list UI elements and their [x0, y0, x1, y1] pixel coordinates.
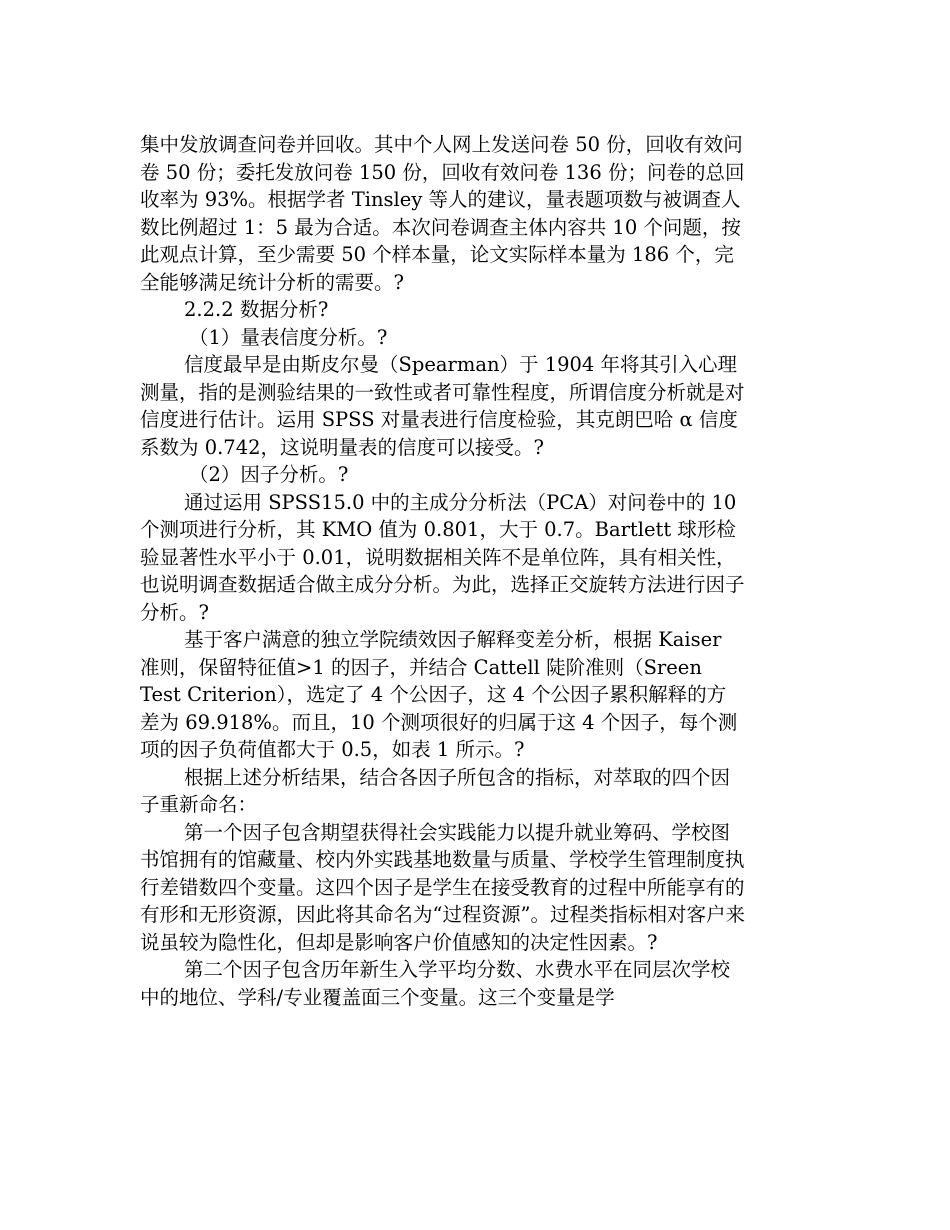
paragraph-second-factor: 第二个因子包含历年新生入学平均分数、水费水平在同层次学校中的地位、学科/专业覆盖面三个变量。这三个变量是学	[140, 958, 731, 1009]
paragraph-survey-collection: 集中发放调查问卷并回收。其中个人网上发送问卷 50 份，回收有效问卷 50 份；委托发放问卷 150 份，回收有效问卷 136 份；问卷的总回收率为 93%。根据学者 Tinsley 等人的建议，量表题项数与被调查人数比例超过 1：5 最为合适。本次问卷调查主体内容共 10 个问题，按此观点计算，至少需要 50 个样本量，论文实际样本量为 186 个，完全能够满足统计分析的需要。?	[140, 133, 745, 294]
subheading-factor-analysis: （2）因子分析。?	[189, 463, 349, 486]
paragraph-pca-kmo: 通过运用 SPSS15.0 中的主成分分析法（PCA）对问卷中的 10 个测项进行分析，其 KMO 值为 0.801，大于 0.7。Bartlett 球形检验显著性水平小于 0.01，说明数据相关阵不是单位阵，具有相关性，也说明调查数据适合做主成分分析。为此，选择正交旋转方法进行因子分析。?	[140, 490, 745, 624]
paragraph-factor-extraction: 基于客户满意的独立学院绩效因子解释变差分析，根据 Kaiser 准则，保留特征值>1 的因子，并结合 Cattell 陡阶准则（Sreen Test Criterion），选定了 4 个公因子，这 4 个公因子累积解释的方差为 69.918%。而且，10 个测项很好的归属于这 4 个因子，每个测项的因子负荷值都大于 0.5，如表 1 所示。?	[140, 628, 738, 761]
document-page	[140, 131, 745, 1011]
paragraph-first-factor: 第一个因子包含期望获得社会实践能力以提升就业筹码、学校图书馆拥有的馆藏量、校内外实践基地数量与质量、学校学生管理制度执行差错数四个变量。这四个因子是学生在接受教育的过程中所能享有的有形和无形资源，因此将其命名为“过程资源”。过程类指标相对客户来说虽较为隐性化，但却是影响客户价值感知的决定性因素。?	[140, 820, 745, 954]
paragraph-reliability: 信度最早是由斯皮尔曼（Spearman）于 1904 年将其引入心理测量，指的是测验结果的一致性或者可靠性程度，所谓信度分析就是对信度进行估计。运用 SPSS 对量表进行信度检验，其克朗巴哈 α 信度系数为 0.742，这说明量表的信度可以接受。?	[140, 353, 745, 459]
subheading-reliability-analysis: （1）量表信度分析。?	[189, 325, 388, 349]
section-heading-data-analysis: 2.2.2 数据分析?	[184, 298, 329, 321]
paragraph-factor-renaming: 根据上述分析结果，结合各因子所包含的指标，对萃取的四个因子重新命名：	[140, 765, 731, 816]
